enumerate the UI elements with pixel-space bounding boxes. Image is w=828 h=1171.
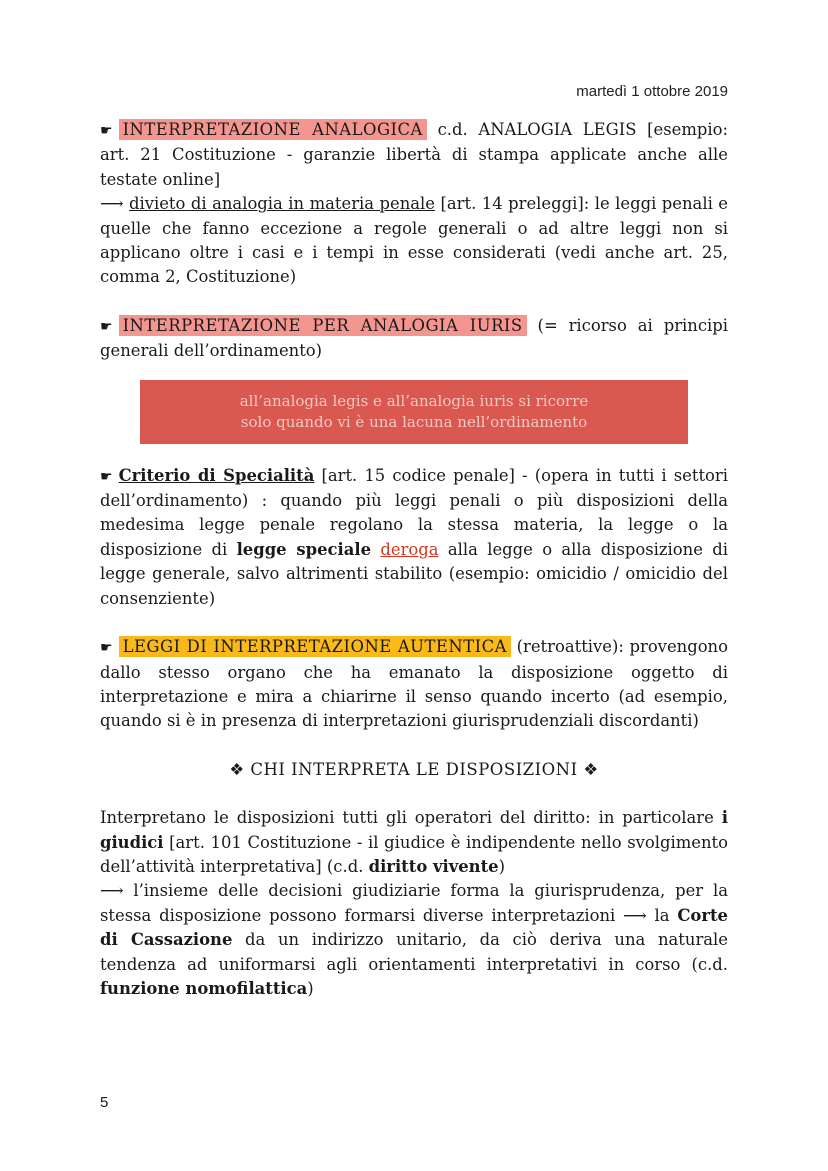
- bold-term: funzione nomofilattica: [100, 978, 308, 998]
- underlined-phrase: divieto di analogia in materia penale: [129, 194, 435, 214]
- callout-line: solo quando vi è una lacuna nell’ordinamento: [240, 412, 588, 431]
- bold-term: legge speciale: [236, 539, 372, 559]
- callout-line: all’analogia legis e all’analogia iuris si ricorre: [239, 391, 589, 410]
- arrow-glyph: ⟶: [100, 194, 129, 214]
- section-analogia-legis: [100, 118, 728, 290]
- bold-term: Corte di Cassazione: [100, 905, 728, 950]
- section-text: [art. 14 preleggi]: le leggi penali e quelle che fanno eccezione a regole generali o ad altre leggi non si applicano oltre i casi e i tempi in esse considerati (vedi anche art. 25, comma 2, Costituzione): [100, 194, 728, 287]
- pointing-hand-icon: ☛: [100, 123, 113, 139]
- section-heading: ❖ CHI INTERPRETA LE DISPOSIZIONI ❖: [229, 759, 599, 779]
- section-interpretazione-autentica: [100, 635, 728, 734]
- section-title: Criterio di Specialità: [118, 465, 315, 485]
- section-title: INTERPRETAZIONE PER ANALOGIA IURIS: [119, 315, 527, 336]
- page-content: [100, 118, 728, 1001]
- section-title: LEGGI DI INTERPRETAZIONE AUTENTICA: [119, 636, 511, 657]
- section-analogia-iuris: [100, 314, 728, 364]
- section-text: (= ricorso ai principi generali dell’ordinamento): [100, 315, 728, 361]
- callout-box: [140, 380, 688, 444]
- section-specialita: [100, 464, 728, 611]
- bold-term: diritto vivente: [368, 856, 499, 876]
- pointing-hand-icon: ☛: [100, 640, 113, 657]
- section-text: c.d. ANALOGIA LEGIS [esempio: art. 21 Costituzione - garanzie libertà di stampa applicate anche alle testate online]: [100, 120, 728, 189]
- section-text: alla legge o alla disposizione di legge generale, salvo altrimenti stabilito (esempio: omicidio / omicidio del consenziente): [100, 539, 728, 608]
- pointing-hand-icon: ☛: [100, 468, 113, 485]
- date: martedì 1 ottobre 2019: [576, 83, 728, 100]
- page-number: 5: [100, 1094, 109, 1111]
- bold-term: i giudici: [100, 808, 728, 852]
- section-title: INTERPRETAZIONE ANALOGICA: [119, 119, 427, 140]
- section-text: (retroattive): provengono dallo stesso organo che ha emanato la disposizione oggetto di interpretazione e mira a chiarirne il senso quando incerto (ad esempio, quando si è in presenza di interpretazioni giurisprudenziali discordanti): [100, 637, 728, 731]
- pointing-hand-icon: ☛: [100, 318, 113, 335]
- section-text: [art. 15 codice penale] - (opera in tutti i settori dell’ordinamento) : quando più leggi penali o più disposizioni della medesima legge penale regolano la stessa materia, la legge o la disposizione di: [100, 465, 728, 559]
- section-chi-interpreta: Interpretano le disposizioni tutti gli operatori del diritto: in particolare i giudici [art. 101 Costituzione - il giudice è indipendente nello svolgimento dell’attività interpretativa] (c.d. diritto vivente) ⟶ l’insieme delle decisioni giudiziarie forma la giurisprudenza, per la stessa disposizione possono formarsi diverse interpretazioni ⟶ la Corte di Cassazione da un indirizzo unitario, da ciò deriva una naturale tendenza ad uniformarsi agli orientamenti interpretativi in corso (c.d. funzione nomofilattica): [100, 808, 728, 998]
- highlight-term: deroga: [380, 539, 439, 559]
